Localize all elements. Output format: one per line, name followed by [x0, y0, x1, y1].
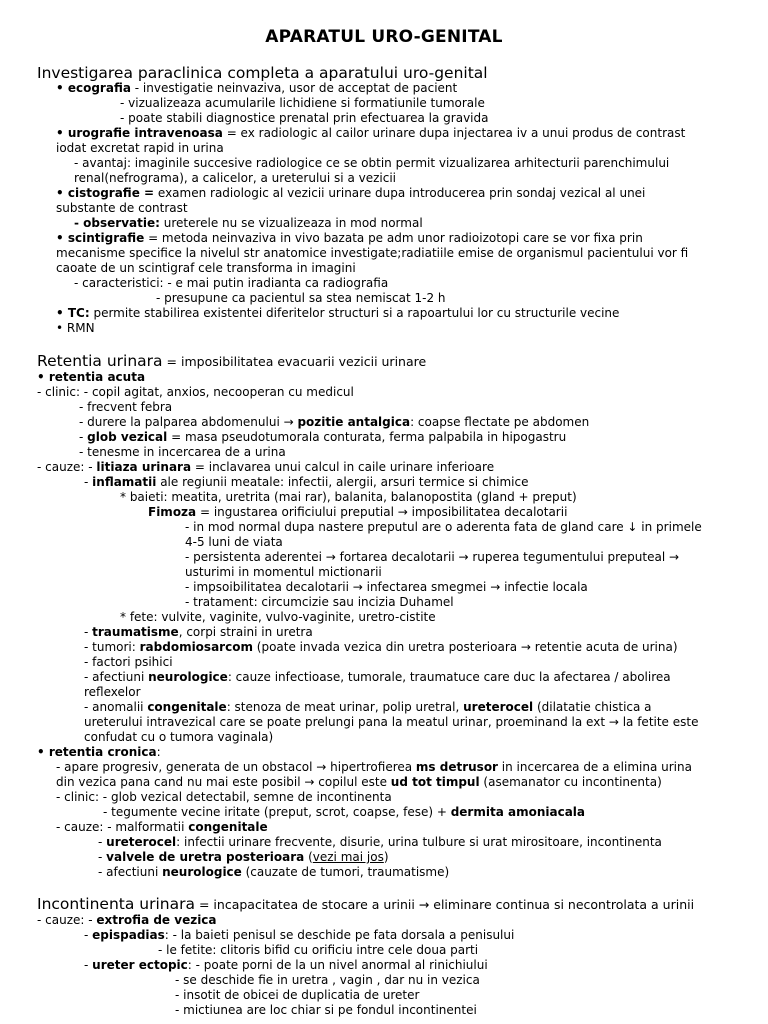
text-segment: : stenoza de meat urinar, polip uretral, — [226, 700, 464, 714]
text-line — [175, 1003, 477, 1018]
text-segment: - tenesme in incercarea de a urina — [79, 445, 286, 459]
text-segment: - tegumente vecine iritate (preput, scrot, coapse, fese) + — [103, 805, 451, 819]
text-line — [56, 126, 685, 141]
bold-term: neurologice — [148, 670, 228, 684]
text-segment: = inclavarea unui calcul in caile urinare inferioare — [191, 460, 495, 474]
text-line — [37, 913, 217, 928]
text-line — [84, 640, 678, 655]
text-line — [148, 505, 567, 520]
text-segment: - afectiuni — [98, 865, 163, 879]
text-line — [175, 973, 480, 988]
bold-term: • TC: — [56, 306, 90, 320]
text-line — [79, 400, 172, 415]
text-segment: (asemanator cu incontinenta) — [479, 775, 662, 789]
text-segment: • RMN — [56, 321, 95, 335]
bold-term: Fimoza — [148, 505, 197, 519]
text-segment: - se deschide fie in uretra , vagin , dar nu in vezica — [175, 973, 480, 987]
text-segment: caoate de un scintigraf cele transforma in imagini — [56, 261, 356, 275]
bold-term: • retentia cronica — [37, 745, 157, 759]
bold-term: • cistografie = — [56, 186, 155, 200]
bold-term: • retentia acuta — [37, 370, 146, 384]
text-line — [56, 81, 457, 96]
text-line — [37, 745, 161, 760]
bold-term: • urografie intravenoasa — [56, 126, 223, 140]
text-line — [185, 550, 679, 565]
section-heading-text: Investigarea paraclinica completa a aparatului uro-genital — [37, 64, 488, 82]
text-segment: renal(nefrograma), a calicelor, a ureterului si a vezicii — [74, 171, 397, 185]
text-line — [79, 430, 566, 445]
text-segment: , corpi straini in uretra — [178, 625, 313, 639]
bold-term: - observatie: — [74, 216, 160, 230]
text-segment: - caracteristici: - e mai putin iradianta ca radiografia — [74, 276, 389, 290]
section-heading-text: Incontinenta urinara — [37, 895, 195, 913]
text-segment: - — [84, 625, 93, 639]
bold-term: valvele de uretra posterioara — [106, 850, 305, 864]
text-segment: - investigatie neinvaziva, usor de acceptat de pacient — [130, 81, 458, 95]
text-segment: - — [84, 475, 93, 489]
text-line — [175, 988, 419, 1003]
bold-term: pozitie antalgica — [297, 415, 411, 429]
text-segment: - — [98, 850, 107, 864]
text-segment: - afectiuni — [84, 670, 149, 684]
text-segment: - avantaj: imaginile succesive radiologice ce se obtin permit vizualizarea arhitecturii parenchimului — [74, 156, 670, 170]
text-line — [120, 610, 436, 625]
section-heading-definition: = imposibilitatea evacuarii vezicii urinare — [162, 354, 427, 369]
text-segment: - — [84, 958, 93, 972]
text-line — [103, 805, 585, 820]
cross-reference-link[interactable]: vezi mai jos — [312, 850, 384, 864]
section-heading — [37, 64, 488, 82]
text-line — [84, 715, 698, 730]
text-line — [56, 775, 662, 790]
section-heading-text: Retentia urinara — [37, 352, 163, 370]
text-line — [56, 246, 688, 261]
bold-term: dermita amoniacala — [450, 805, 585, 819]
text-line — [120, 96, 485, 111]
bold-term: ms detrusor — [415, 760, 498, 774]
text-segment: substante de contrast — [56, 201, 188, 215]
text-line — [84, 958, 488, 973]
text-line — [56, 231, 643, 246]
text-segment: : coapse flectate pe abdomen — [410, 415, 590, 429]
text-line — [98, 865, 449, 880]
text-segment: * baieti: meatita, uretrita (mai rar), balanita, balanopostita (gland + preput) — [120, 490, 577, 504]
text-segment: ) — [383, 850, 389, 864]
text-segment: - factori psihici — [84, 655, 173, 669]
text-segment: - — [98, 835, 107, 849]
text-segment: reflexelor — [84, 685, 141, 699]
text-segment: - tumori: — [84, 640, 140, 654]
text-line — [84, 928, 514, 943]
text-segment: - — [79, 430, 88, 444]
text-segment: examen radiologic al vezicii urinare dupa introducerea prin sondaj vezical al unei — [154, 186, 646, 200]
text-segment: = ingustarea orificiului preputial → imposibilitatea decalotarii — [196, 505, 568, 519]
text-segment: in incercarea de a elimina urina — [497, 760, 692, 774]
text-line — [185, 565, 382, 580]
text-segment: - frecvent febra — [79, 400, 173, 414]
text-segment: - durere la palparea abdomenului → — [79, 415, 298, 429]
bold-term: inflamatii — [92, 475, 157, 489]
bold-term: epispadias — [92, 928, 165, 942]
text-line — [37, 385, 354, 400]
text-line — [185, 580, 588, 595]
bold-term: ud tot timpul — [390, 775, 480, 789]
text-line — [56, 820, 268, 835]
text-segment: - presupune ca pacientul sa stea nemiscat 1-2 h — [156, 291, 446, 305]
section-heading — [37, 352, 426, 371]
bold-term: neurologice — [162, 865, 242, 879]
text-segment: - mictiunea are loc chiar si pe fondul incontinentei — [175, 1003, 477, 1017]
bold-term: extrofia de vezica — [96, 913, 217, 927]
text-line — [84, 685, 141, 700]
text-segment: - — [84, 928, 93, 942]
text-line — [84, 655, 173, 670]
text-line — [185, 520, 702, 535]
text-segment: (poate invada vezica din uretra posterioara → retentie acuta de urina) — [252, 640, 678, 654]
text-segment: mecanisme specifice la nivelul str anatomice investigate;radiatiile emise de organismul pacientului vor fi — [56, 246, 689, 260]
text-line — [120, 490, 577, 505]
text-line — [56, 790, 392, 805]
text-segment: - in mod normal dupa nastere preputul are o aderenta fata de gland care ↓ in primele — [185, 520, 702, 534]
text-segment: - impsoibilitatea decalotarii → infectarea smegmei → infectie locala — [185, 580, 588, 594]
text-segment: (cauzate de tumori, traumatisme) — [241, 865, 450, 879]
text-segment: : - la baieti penisul se deschide pe fata dorsala a penisului — [164, 928, 515, 942]
bold-term: litiaza urinara — [96, 460, 192, 474]
text-segment: ale regiunii meatale: infectii, alergii, arsuri termice si chimice — [156, 475, 529, 489]
text-segment: - anomalii — [84, 700, 148, 714]
bold-term: congenitale — [188, 820, 268, 834]
text-segment: : — [156, 745, 161, 759]
text-segment: : - poate porni de la un nivel anormal al rinichiului — [187, 958, 488, 972]
text-line — [56, 760, 692, 775]
text-segment: - tratament: circumcizie sau incizia Duhamel — [185, 595, 454, 609]
text-segment: = masa pseudotumorala conturata, ferma palpabila in hipogastru — [167, 430, 567, 444]
text-segment: : infectii urinare frecvente, disurie, urina tulbure si urat mirositoare, incontinenta — [176, 835, 662, 849]
text-line — [56, 141, 224, 156]
text-line — [74, 171, 396, 186]
text-segment: ( — [304, 850, 313, 864]
text-line — [74, 156, 669, 171]
page-title: APARATUL URO-GENITAL — [265, 27, 503, 47]
text-segment: - insotit de obicei de duplicatia de ureter — [175, 988, 420, 1002]
text-segment: confudat cu o tumora vaginala) — [84, 730, 274, 744]
text-line — [74, 276, 388, 291]
section-heading — [37, 895, 694, 914]
text-line — [84, 670, 671, 685]
text-line — [79, 445, 286, 460]
text-segment: - poate stabili diagnostice prenatal prin efectuarea la gravida — [120, 111, 489, 125]
text-line — [79, 415, 589, 430]
text-line — [156, 291, 446, 306]
text-line — [185, 595, 454, 610]
text-line — [56, 306, 619, 321]
bold-term: • scintigrafie — [56, 231, 145, 245]
text-line — [120, 111, 488, 126]
text-segment: - apare progresiv, generata de un obstacol → hipertrofierea — [56, 760, 416, 774]
bold-term: rabdomiosarcom — [139, 640, 253, 654]
text-line — [84, 475, 528, 490]
text-line — [56, 321, 95, 336]
text-line — [56, 186, 645, 201]
bold-term: • ecografia — [56, 81, 131, 95]
text-segment: iodat excretat rapid in urina — [56, 141, 224, 155]
text-segment: permite stabilirea existentei diferitelor structuri si a rapoartului lor cu structurile vecine — [89, 306, 620, 320]
bold-term: ureterocel — [463, 700, 534, 714]
text-segment: - persistenta aderentei → fortarea decalotarii → ruperea tegumentului preputeal → — [185, 550, 680, 564]
text-line — [56, 261, 356, 276]
text-segment: 4-5 luni de viata — [185, 535, 283, 549]
text-segment: - le fetite: clitoris bifid cu orificiu intre cele doua parti — [158, 943, 479, 957]
text-line — [74, 216, 423, 231]
text-segment: - vizualizeaza acumularile lichidiene si formatiunile tumorale — [120, 96, 485, 110]
text-segment: - cauze: - malformatii — [56, 820, 189, 834]
text-line — [56, 201, 188, 216]
text-segment: - cauze: - — [37, 460, 97, 474]
text-line — [84, 700, 652, 715]
text-segment: (dilatatie chistica a — [533, 700, 652, 714]
text-line — [84, 625, 313, 640]
bold-term: congenitale — [147, 700, 227, 714]
text-segment: din vezica pana cand nu mai este posibil → copilul este — [56, 775, 391, 789]
bold-term: ureterocel — [106, 835, 177, 849]
text-segment: = ex radiologic al cailor urinare dupa injectarea iv a unui produs de contrast — [222, 126, 686, 140]
text-segment: * fete: vulvite, vaginite, vulvo-vaginite, uretro-cistite — [120, 610, 436, 624]
text-line — [158, 943, 478, 958]
text-line — [98, 835, 662, 850]
text-line — [84, 730, 273, 745]
text-line — [37, 370, 145, 385]
text-segment: - cauze: - — [37, 913, 97, 927]
text-segment: usturimi in momentul mictionarii — [185, 565, 382, 579]
text-line — [98, 850, 389, 865]
section-heading-definition: = incapacitatea de stocare a urinii → eliminare continua si necontrolata a urinii — [195, 897, 695, 912]
text-segment: ureterului intravezical care se poate prelungi pana la meatul urinar, proeminand la ext → la fetite este — [84, 715, 699, 729]
bold-term: traumatisme — [92, 625, 179, 639]
text-segment: - clinic: - copil agitat, anxios, necooperan cu medicul — [37, 385, 354, 399]
bold-term: ureter ectopic — [92, 958, 188, 972]
text-line — [185, 535, 283, 550]
text-segment: : cauze infectioase, tumorale, traumatuce care duc la afectarea / abolirea — [227, 670, 671, 684]
text-segment: ureterele nu se vizualizeaza in mod normal — [159, 216, 423, 230]
bold-term: glob vezical — [87, 430, 168, 444]
text-line — [37, 460, 494, 475]
text-segment: = metoda neinvaziva in vivo bazata pe adm unor radioizotopi care se vor fixa prin — [144, 231, 643, 245]
text-segment: - clinic: - glob vezical detectabil, semne de incontinenta — [56, 790, 392, 804]
